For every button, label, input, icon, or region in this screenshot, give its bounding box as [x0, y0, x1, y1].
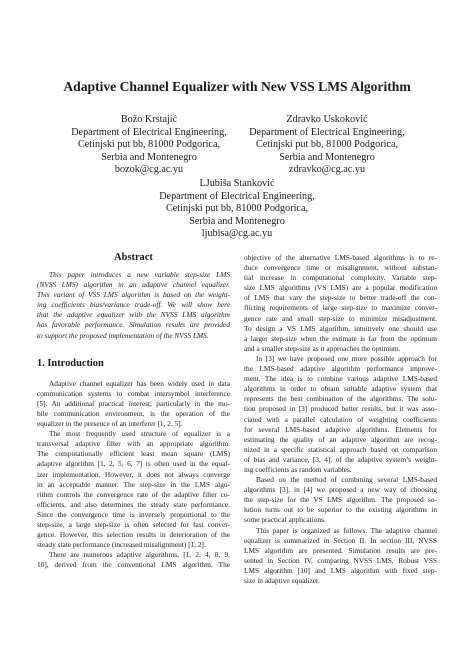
body-line: duce convergence time or misalignment, without substan- — [244, 263, 437, 273]
body-line: This paper is organized as follows. The adaptive channel — [256, 525, 437, 535]
author-block-2 — [238, 114, 416, 177]
author-name: LJubiša Stanković — [199, 178, 275, 189]
body-line: a larger step-size when the estimate is far from the optimum — [244, 333, 437, 343]
abstract-line: ing coefficients bias/variance trade-off. We will show here — [37, 300, 230, 310]
body-line: LMS algorithm [10] and LMS algorithm with fixed step- — [244, 565, 437, 575]
abstract-heading: Abstract — [114, 252, 153, 263]
abstract-line: that the adaptive equalizer with the NVSS LMS algorithm — [37, 310, 230, 320]
body-line: rithm controls the convergence rate of the adaptive filter co- — [37, 489, 230, 499]
author-block-3 — [137, 178, 337, 241]
body-line: and a smaller step-size as it approaches the optimum. — [244, 343, 401, 353]
author-email: bozok@cg.ac.yu — [114, 164, 184, 176]
body-line: objective of the alternative LMS-based algorithms is to re- — [244, 253, 437, 262]
body-line: LMS algorithm are presented. Simulation results are pre- — [244, 545, 437, 555]
body-line: Adaptive channel equalizer has been widely used in data — [49, 378, 230, 388]
body-line: algorithms in order to obtain suitable adaptive system that — [244, 384, 437, 394]
body-line: efficients, and also determines the steady state performance. — [37, 499, 230, 509]
body-line: [5]. An additional practical interest, particularly in the mo- — [37, 398, 230, 408]
body-line: adaptive algorithm [1, 2, 5, 6, 7] is often used in the equal- — [37, 459, 230, 469]
body-line: equalizer is summarized in Section II. In section III, NVSS — [244, 535, 437, 545]
abstract-body — [37, 270, 230, 341]
body-line: gence. However, this selection results in deterioration of the — [37, 530, 230, 540]
body-line: tion proposed in [3] produced better results, but it was asso- — [244, 404, 437, 414]
body-line: bile communication environment, is the operation of the — [37, 408, 230, 418]
body-line: of LMS that vary the step-size to better trade-off the con- — [244, 293, 437, 303]
author-address: Cetinjski put bb, 81000 Podgorica, — [165, 203, 309, 215]
body-line: step-size, a large step-size is often selected for fast conver- — [37, 519, 230, 529]
body-line: izer implementation. However, it does not always converge — [37, 469, 230, 479]
right-column — [244, 253, 437, 586]
body-line: gence rate and small step-size to minimize misadjustment. — [244, 313, 437, 323]
author-name: Zdravko Uskoković — [286, 114, 368, 125]
introduction-body — [37, 379, 230, 571]
abstract-line: to support the proposed implementation of the NVSS LMS. — [37, 330, 209, 340]
author-address: Cetinjski put bb, 81000 Podgorica, — [77, 139, 221, 151]
body-line: ment. The idea is to combine various adaptive LMS-based — [244, 374, 437, 384]
introduction-heading: 1. Introduction — [37, 357, 104, 369]
body-line: 10], derived from the conventional LMS algorithm. The — [37, 560, 230, 570]
body-line: ing coefficients as random variables. — [244, 464, 352, 474]
body-line: steady state performance (increased misalignment) [1, 2]. — [37, 540, 206, 550]
body-line: flicting requirements of large step-size to maximize conver- — [244, 303, 437, 313]
abstract-line: (NVSS LMS) algorithm in an adaptive channel equalizer. — [37, 280, 230, 290]
body-line: The computationally efficient least mean square (LMS) — [37, 449, 230, 459]
body-line: estimating the quality of an adaptive algorithm are recog- — [244, 434, 437, 444]
author-department: Department of Electrical Engineering, — [249, 126, 405, 138]
body-line: There are numerous adaptive algorithms, [1, 2, 4, 8, 9, — [49, 550, 230, 560]
abstract-line: This variant of VSS LMS algorithm is based on the weight- — [37, 290, 230, 300]
author-country: Serbia and Montenegro — [101, 151, 197, 163]
author-block-1 — [60, 114, 238, 177]
author-email: ljubisa@cg.ac.yu — [201, 228, 273, 240]
body-line: To design a VS LMS algorithm, intuitively one should use — [244, 323, 437, 333]
body-line: The most frequently used structure of equalizer is a — [49, 429, 230, 439]
body-line: nized in a specific statistical approach based on comparison — [244, 444, 437, 454]
body-line: size in adaptive equalizer. — [244, 576, 320, 585]
author-name: Božo Krstajić — [120, 114, 178, 125]
paper-title: Adaptive Channel Equalizer with New VSS LMS Algorithm — [63, 79, 411, 94]
body-line: in an acceptable manner. The step-size in the LMS algo- — [37, 479, 230, 489]
left-column — [37, 252, 230, 570]
abstract-line: This paper introduces a new variable step-size LMS — [49, 270, 230, 279]
body-line: of bias and variance, [3, 4], of the adaptive system’s weight- — [244, 454, 437, 464]
author-country: Serbia and Montenegro — [279, 151, 375, 163]
body-line: Since the convergence time is inversely proportional to the — [37, 509, 230, 519]
body-line: communication systems to combat intersymbol interference — [37, 388, 230, 398]
body-line: Based on the method of combining several LMS-based — [256, 475, 437, 485]
body-line: size LMS algorithms (VS LMS) are a popular modification — [244, 283, 437, 293]
author-address: Cetinjski put bb, 81000 Podgorica, — [255, 139, 399, 151]
body-line: ciated with a parallel calculation of weighting coefficients — [244, 414, 437, 424]
body-line: tial increase in computational complexity. Variable step- — [244, 273, 437, 283]
body-line: some practical applications. — [244, 515, 326, 525]
body-line: algorithms [3], in [4] we proposed a new way of choosing — [244, 485, 437, 495]
body-line: the LMS-based adaptive algorithm performance improve- — [244, 364, 437, 374]
body-line: the step-size for the VS LMS algorithm. The proposed so- — [244, 495, 437, 505]
author-country: Serbia and Montenegro — [189, 215, 285, 227]
author-department: Department of Electrical Engineering, — [71, 126, 227, 138]
body-line: for several LMS-based adaptive algorithms. Elements for — [244, 424, 437, 434]
body-line: lution turns out to be superior to the existing algorithms in — [244, 505, 437, 515]
body-line: transversal adaptive filter with an appropriate algorithm. — [37, 439, 230, 449]
body-line: In [3] we have proposed one more possible approach for — [256, 353, 437, 363]
author-department: Department of Electrical Engineering, — [159, 190, 315, 202]
body-line: equalizer in the presence of an interferer [1, 2, 5]. — [37, 419, 183, 429]
author-email: zdravko@cg.ac.yu — [288, 164, 366, 176]
body-line: represents the best combination of the algorithms. The solu- — [244, 394, 437, 404]
body-line: sented in Section IV, comparing NVSS LMS, Robust VSS — [244, 555, 437, 565]
abstract-line: has favorable performance. Simulation results are provided — [37, 320, 230, 330]
